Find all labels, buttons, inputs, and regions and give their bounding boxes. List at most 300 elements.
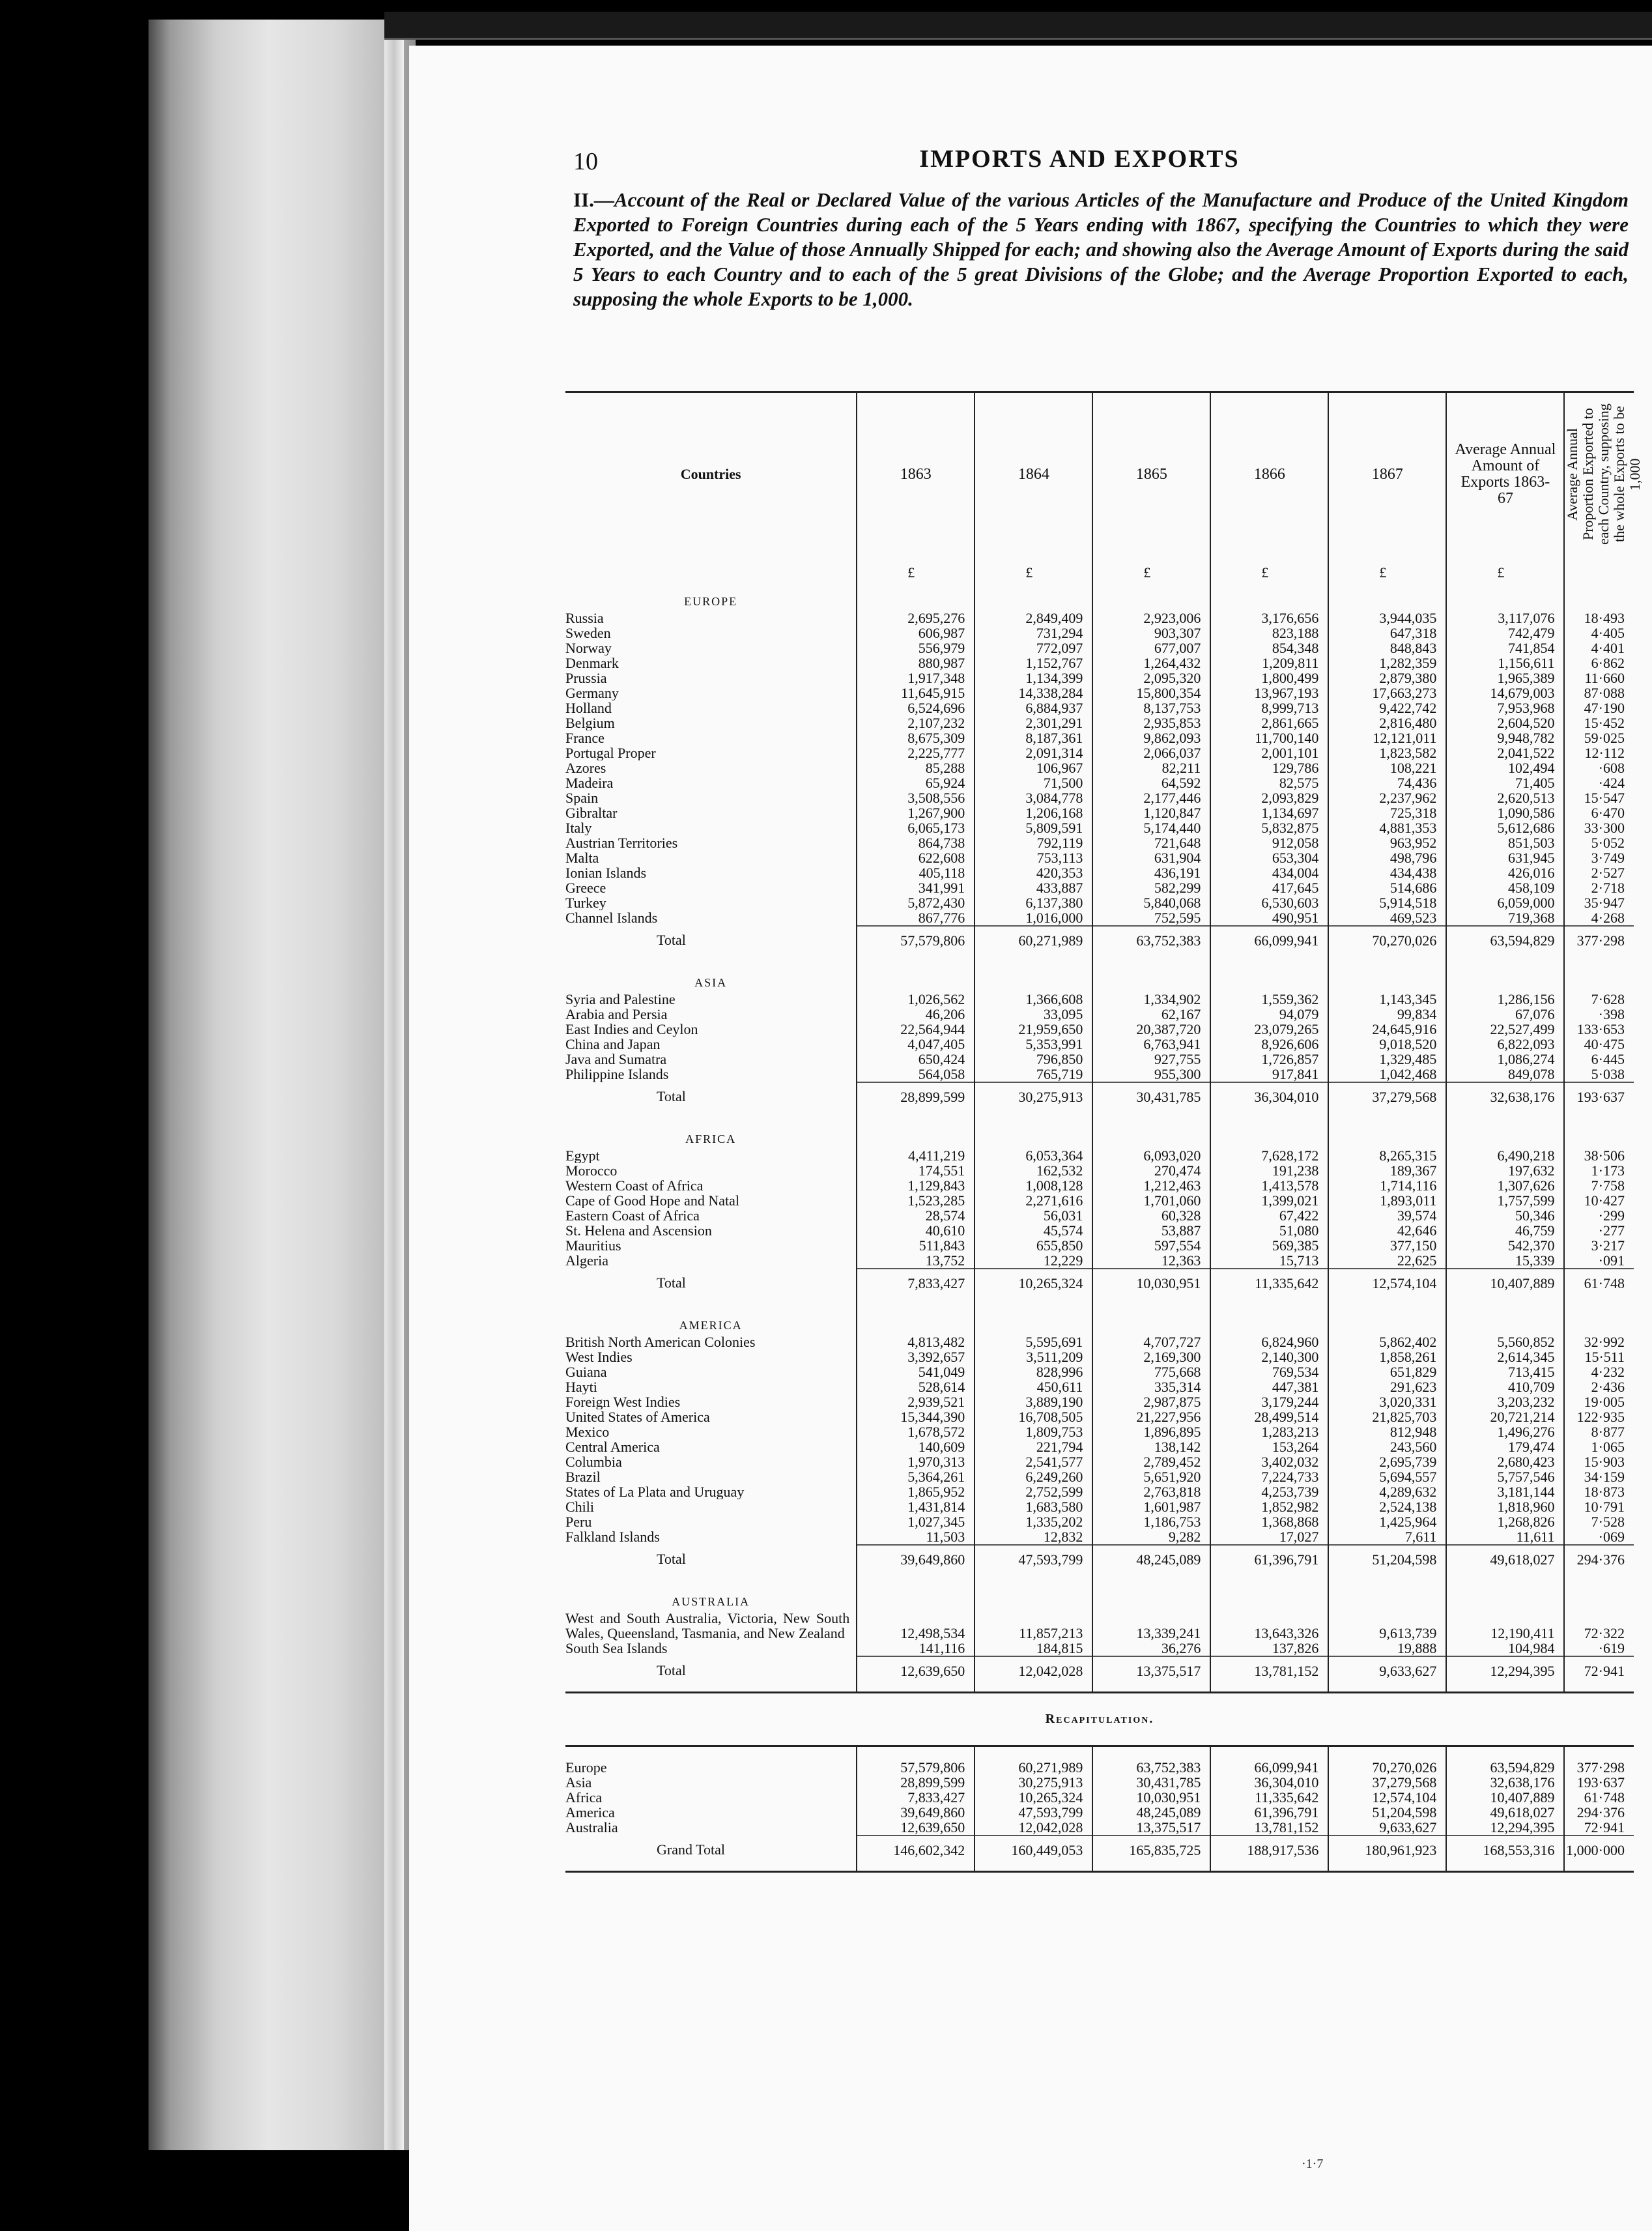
country-name	[565, 910, 857, 926]
exports-table-container	[565, 391, 1644, 1873]
value-col-0: 6,524,696	[857, 700, 975, 715]
grand-total-value-col-4: 180,961,923	[1328, 1835, 1446, 1872]
table-row	[565, 685, 1634, 700]
value-col-5: 179,474	[1446, 1439, 1564, 1454]
recap-row	[565, 1820, 1634, 1835]
country-name	[565, 1379, 857, 1394]
value-col-5: 104,984	[1446, 1641, 1564, 1656]
country-name-text: West Indies	[565, 1349, 633, 1364]
value-col-6: 12·112	[1564, 745, 1634, 760]
value-col-6: 32·992	[1564, 1334, 1634, 1349]
value-col-3: 823,188	[1210, 626, 1328, 641]
value-col-0: 606,987	[857, 626, 975, 641]
country-name-text: Columbia	[565, 1454, 622, 1469]
table-row	[565, 1334, 1634, 1349]
country-name	[565, 1484, 857, 1499]
table-row	[565, 760, 1634, 775]
value-col-3: 28,499,514	[1210, 1409, 1328, 1424]
country-name	[565, 895, 857, 910]
value-col-1: 45,574	[975, 1223, 1092, 1238]
table-row	[565, 910, 1634, 926]
table-row	[565, 1022, 1634, 1037]
country-name-text: Belgium	[565, 715, 615, 730]
value-col-4: 5,914,518	[1328, 895, 1446, 910]
value-col-5: 5,560,852	[1446, 1334, 1564, 1349]
country-name-text: Norway	[565, 641, 612, 655]
recap-gap	[565, 1746, 1634, 1761]
grand-total-value-col-3: 188,917,536	[1210, 1835, 1328, 1872]
value-col-3: 94,079	[1210, 1007, 1328, 1022]
section-spacer	[857, 580, 975, 611]
table-row	[565, 670, 1634, 685]
country-name-text: West and South Australia, Victoria, New South Wales, Queensland, Tasmania, and New Zealand	[565, 1611, 850, 1641]
value-col-0: 1,917,348	[857, 670, 975, 685]
value-col-3: 15,713	[1210, 1253, 1328, 1269]
value-col-2: 270,474	[1092, 1163, 1210, 1178]
country-name-text: China and Japan	[565, 1037, 661, 1052]
header-1865: 1865	[1092, 392, 1210, 556]
total-value-col-6: 377·298	[1564, 926, 1634, 961]
country-name	[565, 670, 857, 685]
value-col-1: 2,541,577	[975, 1454, 1092, 1469]
value-col-0: 1,431,814	[857, 1499, 975, 1514]
value-col-4: 3,020,331	[1328, 1394, 1446, 1409]
value-col-4: 9,018,520	[1328, 1037, 1446, 1052]
country-name-text: Morocco	[565, 1163, 618, 1178]
country-name-text: France	[565, 730, 605, 745]
value-col-2: 1,601,987	[1092, 1499, 1210, 1514]
value-col-2: 2,789,452	[1092, 1454, 1210, 1469]
value-col-3: 2,861,665	[1210, 715, 1328, 730]
grand-total-value-col-0: 146,602,342	[857, 1835, 975, 1872]
value-col-6: 18·873	[1564, 1484, 1634, 1499]
value-col-1: 6,884,937	[975, 700, 1092, 715]
value-col-1: 6,249,260	[975, 1469, 1092, 1484]
country-name-text: Spain	[565, 790, 599, 805]
value-col-0: 15,344,390	[857, 1409, 975, 1424]
recap-value-col-4: 9,633,627	[1328, 1820, 1446, 1835]
recap-division-name: Africa	[565, 1790, 603, 1805]
country-name	[565, 1409, 857, 1424]
header-1866: 1866	[1210, 392, 1328, 556]
value-col-5: 3,203,232	[1446, 1394, 1564, 1409]
value-col-4: 1,425,964	[1328, 1514, 1446, 1529]
value-col-1: 828,996	[975, 1364, 1092, 1379]
running-header: IMPORTS AND EXPORTS	[919, 145, 1240, 173]
section-title-america: AMERICA	[679, 1319, 743, 1332]
table-row	[565, 1529, 1634, 1545]
country-name	[565, 1037, 857, 1052]
table-row	[565, 1424, 1634, 1439]
grand-total-value-col-6: 1,000·000	[1564, 1835, 1634, 1872]
value-col-2: 1,212,463	[1092, 1178, 1210, 1193]
value-col-6: 3·217	[1564, 1238, 1634, 1253]
value-col-6: 2·718	[1564, 880, 1634, 895]
header-1864: 1864	[975, 392, 1092, 556]
value-col-5: 542,370	[1446, 1238, 1564, 1253]
country-name	[565, 1499, 857, 1514]
value-col-6: ·299	[1564, 1208, 1634, 1223]
section-heading-row-america	[565, 1304, 1634, 1334]
value-col-4: 5,694,557	[1328, 1469, 1446, 1484]
recap-value-col-4: 12,574,104	[1328, 1790, 1446, 1805]
value-col-4: 1,282,359	[1328, 655, 1446, 670]
value-col-5: 741,854	[1446, 641, 1564, 655]
book-binding	[149, 20, 416, 2150]
country-name-text: Austrian Territories	[565, 835, 678, 850]
value-col-2: 2,935,853	[1092, 715, 1210, 730]
value-col-2: 1,186,753	[1092, 1514, 1210, 1529]
table-row	[565, 1499, 1634, 1514]
value-col-3: 191,238	[1210, 1163, 1328, 1178]
header-proportion	[1564, 392, 1644, 556]
value-col-4: 4,289,632	[1328, 1484, 1446, 1499]
value-col-5: 5,612,686	[1446, 820, 1564, 835]
value-col-1: 772,097	[975, 641, 1092, 655]
value-col-2: 1,264,432	[1092, 655, 1210, 670]
grand-total-value-col-5: 168,553,316	[1446, 1835, 1564, 1872]
value-col-3: 1,209,811	[1210, 655, 1328, 670]
currency-symbol: £	[1092, 556, 1210, 580]
value-col-3: 1,852,982	[1210, 1499, 1328, 1514]
country-name	[565, 865, 857, 880]
value-col-6: ·424	[1564, 775, 1634, 790]
section-spacer	[1328, 1117, 1446, 1148]
grand-total-value-col-1: 160,449,053	[975, 1835, 1092, 1872]
value-col-3: 769,534	[1210, 1364, 1328, 1379]
value-col-3: 67,422	[1210, 1208, 1328, 1223]
value-col-2: 955,300	[1092, 1067, 1210, 1082]
country-name	[565, 1469, 857, 1484]
country-name	[565, 1253, 857, 1269]
value-col-4: 21,825,703	[1328, 1409, 1446, 1424]
value-col-6: ·619	[1564, 1641, 1634, 1656]
value-col-2: 60,328	[1092, 1208, 1210, 1223]
table-row	[565, 1364, 1634, 1379]
total-value-col-5: 32,638,176	[1446, 1082, 1564, 1117]
value-col-1: 1,335,202	[975, 1514, 1092, 1529]
value-col-3: 490,951	[1210, 910, 1328, 926]
country-name-text: States of La Plata and Uruguay	[565, 1484, 745, 1499]
country-name	[565, 715, 857, 730]
country-name-text: Syria and Palestine	[565, 992, 676, 1007]
country-name-text: East Indies and Ceylon	[565, 1022, 698, 1037]
total-value-col-6: 193·637	[1564, 1082, 1634, 1117]
section-title-australia: AUSTRALIA	[672, 1595, 750, 1608]
recap-gap-cell	[1328, 1746, 1446, 1761]
country-name-text: Brazil	[565, 1469, 601, 1484]
value-col-5: 6,490,218	[1446, 1148, 1564, 1163]
value-col-0: 40,610	[857, 1223, 975, 1238]
section-spacer	[1328, 1580, 1446, 1611]
table-row	[565, 1148, 1634, 1163]
country-name-text: Channel Islands	[565, 910, 658, 926]
value-col-3: 3,179,244	[1210, 1394, 1328, 1409]
value-col-1: 796,850	[975, 1052, 1092, 1067]
country-name-text: Sweden	[565, 626, 611, 641]
value-col-0: 3,508,556	[857, 790, 975, 805]
value-col-4: 2,879,380	[1328, 670, 1446, 685]
currency-symbol: £	[1210, 556, 1328, 580]
country-name	[565, 745, 857, 760]
value-col-5: 3,181,144	[1446, 1484, 1564, 1499]
recap-value-col-0: 39,649,860	[857, 1805, 975, 1820]
table-row	[565, 1067, 1634, 1082]
total-value-col-3: 61,396,791	[1210, 1545, 1328, 1580]
value-col-3: 569,385	[1210, 1238, 1328, 1253]
table-row	[565, 1454, 1634, 1469]
value-col-6: ·398	[1564, 1007, 1634, 1022]
value-col-4: 514,686	[1328, 880, 1446, 895]
recap-division-name: Asia	[565, 1775, 592, 1790]
section-spacer	[975, 580, 1092, 611]
value-col-3: 447,381	[1210, 1379, 1328, 1394]
value-col-1: 2,271,616	[975, 1193, 1092, 1208]
value-col-0: 6,065,173	[857, 820, 975, 835]
currency-symbol: £	[1328, 556, 1446, 580]
country-name-text: Greece	[565, 880, 606, 895]
recap-value-col-1: 30,275,913	[975, 1775, 1092, 1790]
recap-value-col-0: 7,833,427	[857, 1790, 975, 1805]
value-col-6: 19·005	[1564, 1394, 1634, 1409]
value-col-6: 5·038	[1564, 1067, 1634, 1082]
value-col-0: 1,027,345	[857, 1514, 975, 1529]
value-col-2: 1,701,060	[1092, 1193, 1210, 1208]
value-col-5: 410,709	[1446, 1379, 1564, 1394]
value-col-6: 15·547	[1564, 790, 1634, 805]
page-number: 10	[573, 148, 598, 175]
value-col-1: 221,794	[975, 1439, 1092, 1454]
value-col-0: 174,551	[857, 1163, 975, 1178]
value-col-1: 11,857,213	[975, 1611, 1092, 1641]
value-col-5: 2,620,513	[1446, 790, 1564, 805]
value-col-3: 2,140,300	[1210, 1349, 1328, 1364]
value-col-0: 11,645,915	[857, 685, 975, 700]
value-col-5: 197,632	[1446, 1163, 1564, 1178]
section-spacer	[857, 1580, 975, 1611]
country-name	[565, 1349, 857, 1364]
value-col-0: 556,979	[857, 641, 975, 655]
currency-symbol: £	[857, 556, 975, 580]
table-row	[565, 655, 1634, 670]
value-col-6: 6·862	[1564, 655, 1634, 670]
value-col-6: 38·506	[1564, 1148, 1634, 1163]
table-caption	[573, 188, 1629, 311]
header-1863: 1863	[857, 392, 975, 556]
recap-row	[565, 1760, 1634, 1775]
recap-value-col-1: 12,042,028	[975, 1820, 1092, 1835]
value-col-1: 1,152,767	[975, 655, 1092, 670]
table-row	[565, 1641, 1634, 1656]
recap-value-col-1: 10,265,324	[975, 1790, 1092, 1805]
country-name-text: Madeira	[565, 775, 614, 790]
value-col-4: 1,714,116	[1328, 1178, 1446, 1193]
value-col-0: 65,924	[857, 775, 975, 790]
value-col-0: 4,813,482	[857, 1334, 975, 1349]
total-value-col-5: 10,407,889	[1446, 1269, 1564, 1304]
value-col-1: 6,137,380	[975, 895, 1092, 910]
value-col-1: 420,353	[975, 865, 1092, 880]
value-col-0: 867,776	[857, 910, 975, 926]
value-col-2: 752,595	[1092, 910, 1210, 926]
total-value-col-4: 37,279,568	[1328, 1082, 1446, 1117]
table-row	[565, 1439, 1634, 1454]
value-col-6: 4·268	[1564, 910, 1634, 926]
section-spacer	[1564, 1304, 1634, 1334]
value-col-3: 1,726,857	[1210, 1052, 1328, 1067]
section-spacer	[1092, 1580, 1210, 1611]
value-col-5: 46,759	[1446, 1223, 1564, 1238]
value-col-6: 4·401	[1564, 641, 1634, 655]
value-col-3: 854,348	[1210, 641, 1328, 655]
country-name	[565, 992, 857, 1007]
value-col-0: 13,752	[857, 1253, 975, 1269]
country-name-text: Italy	[565, 820, 592, 835]
country-name-text: Guiana	[565, 1364, 607, 1379]
table-row	[565, 700, 1634, 715]
country-name	[565, 820, 857, 835]
value-col-3: 5,832,875	[1210, 820, 1328, 835]
section-spacer	[975, 1304, 1092, 1334]
value-col-5: 6,822,093	[1446, 1037, 1564, 1052]
value-col-3: 1,559,362	[1210, 992, 1328, 1007]
value-col-6: 10·427	[1564, 1193, 1634, 1208]
recap-value-col-6: 294·376	[1564, 1805, 1634, 1820]
value-col-2: 5,840,068	[1092, 895, 1210, 910]
value-col-4: 377,150	[1328, 1238, 1446, 1253]
country-name-text: Peru	[565, 1514, 592, 1529]
section-spacer	[1328, 580, 1446, 611]
value-col-0: 405,118	[857, 865, 975, 880]
table-row	[565, 992, 1634, 1007]
value-col-6: 6·470	[1564, 805, 1634, 820]
header-average-text: Average Annual Amount of Exports 1863-67	[1455, 441, 1556, 507]
value-col-1: 21,959,650	[975, 1022, 1092, 1037]
value-col-4: 2,237,962	[1328, 790, 1446, 805]
value-col-2: 1,120,847	[1092, 805, 1210, 820]
country-name-text: Mauritius	[565, 1238, 621, 1253]
recap-gap-cell	[1210, 1746, 1328, 1761]
country-name-text: Hayti	[565, 1379, 597, 1394]
recap-division-name: Australia	[565, 1820, 618, 1835]
value-col-3: 912,058	[1210, 835, 1328, 850]
value-col-0: 864,738	[857, 835, 975, 850]
value-col-3: 7,224,733	[1210, 1469, 1328, 1484]
value-col-4: 725,318	[1328, 805, 1446, 820]
value-col-4: 42,646	[1328, 1223, 1446, 1238]
value-col-6: 1·065	[1564, 1439, 1634, 1454]
value-col-6: 35·947	[1564, 895, 1634, 910]
section-spacer	[1564, 1117, 1634, 1148]
table-row	[565, 820, 1634, 835]
country-name	[565, 700, 857, 715]
value-col-6: 3·749	[1564, 850, 1634, 865]
currency-row	[565, 556, 1634, 580]
value-col-1: 71,500	[975, 775, 1092, 790]
value-col-6: 59·025	[1564, 730, 1634, 745]
total-value-col-5: 49,618,027	[1446, 1545, 1564, 1580]
value-col-6: 4·405	[1564, 626, 1634, 641]
value-col-1: 5,353,991	[975, 1037, 1092, 1052]
scan-top-border	[384, 12, 1652, 40]
recap-value-col-1: 60,271,989	[975, 1760, 1092, 1775]
section-spacer	[975, 961, 1092, 992]
value-col-6: 87·088	[1564, 685, 1634, 700]
value-col-5: 851,503	[1446, 835, 1564, 850]
country-name-text: Turkey	[565, 895, 606, 910]
country-name-text: Java and Sumatra	[565, 1052, 667, 1067]
table-row	[565, 1469, 1634, 1484]
value-col-1: 3,084,778	[975, 790, 1092, 805]
recap-value-col-6: 193·637	[1564, 1775, 1634, 1790]
value-col-6: 7·628	[1564, 992, 1634, 1007]
recap-value-col-5: 32,638,176	[1446, 1775, 1564, 1790]
value-col-4: 19,888	[1328, 1641, 1446, 1656]
country-name-text: Arabia and Persia	[565, 1007, 668, 1022]
value-col-4: 291,623	[1328, 1379, 1446, 1394]
value-col-6: 15·511	[1564, 1349, 1634, 1364]
value-col-0: 1,267,900	[857, 805, 975, 820]
value-col-4: 1,893,011	[1328, 1193, 1446, 1208]
value-col-3: 82,575	[1210, 775, 1328, 790]
value-col-0: 11,503	[857, 1529, 975, 1545]
country-name	[565, 1163, 857, 1178]
total-value-col-4: 51,204,598	[1328, 1545, 1446, 1580]
value-col-5: 1,268,826	[1446, 1514, 1564, 1529]
country-name-text: Eastern Coast of Africa	[565, 1208, 700, 1223]
total-value-col-3: 36,304,010	[1210, 1082, 1328, 1117]
value-col-2: 2,987,875	[1092, 1394, 1210, 1409]
value-col-6: 7·528	[1564, 1514, 1634, 1529]
section-title-asia: ASIA	[694, 976, 728, 989]
value-col-2: 2,763,818	[1092, 1484, 1210, 1499]
table-row	[565, 730, 1634, 745]
value-col-4: 243,560	[1328, 1439, 1446, 1454]
country-name-text: Falkland Islands	[565, 1529, 660, 1545]
recap-division-name: Europe	[565, 1760, 607, 1775]
value-col-6: 7·758	[1564, 1178, 1634, 1193]
value-col-6: 34·159	[1564, 1469, 1634, 1484]
value-col-4: 848,843	[1328, 641, 1446, 655]
value-col-2: 13,339,241	[1092, 1611, 1210, 1641]
table-row	[565, 1379, 1634, 1394]
value-col-2: 138,142	[1092, 1439, 1210, 1454]
value-col-5: 50,346	[1446, 1208, 1564, 1223]
value-col-2: 5,174,440	[1092, 820, 1210, 835]
value-col-3: 3,402,032	[1210, 1454, 1328, 1469]
value-col-4: 812,948	[1328, 1424, 1446, 1439]
value-col-1: 106,967	[975, 760, 1092, 775]
country-name	[565, 1052, 857, 1067]
value-col-2: 64,592	[1092, 775, 1210, 790]
country-name	[565, 880, 857, 895]
country-name	[565, 1529, 857, 1545]
value-col-3: 7,628,172	[1210, 1148, 1328, 1163]
value-col-5: 2,680,423	[1446, 1454, 1564, 1469]
recap-heading-row	[565, 1693, 1634, 1746]
section-heading-row-europe	[565, 580, 1634, 611]
value-col-3: 1,800,499	[1210, 670, 1328, 685]
table-row	[565, 1349, 1634, 1364]
value-col-0: 2,695,276	[857, 611, 975, 626]
value-col-0: 46,206	[857, 1007, 975, 1022]
value-col-0: 5,872,430	[857, 895, 975, 910]
value-col-4: 4,881,353	[1328, 820, 1446, 835]
value-col-3: 13,967,193	[1210, 685, 1328, 700]
value-col-0: 12,498,534	[857, 1611, 975, 1641]
total-value-col-2: 13,375,517	[1092, 1656, 1210, 1693]
value-col-2: 677,007	[1092, 641, 1210, 655]
